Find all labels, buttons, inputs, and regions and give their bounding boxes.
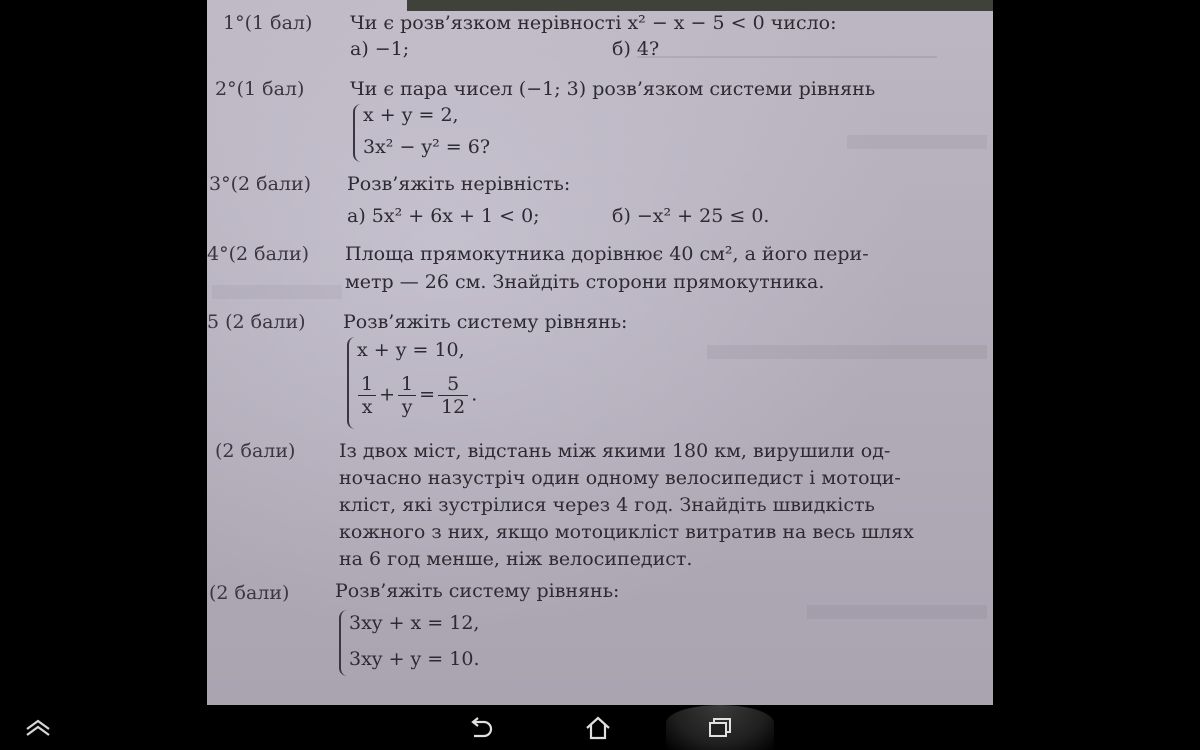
option-a: а) −1; <box>350 38 410 60</box>
task-text: Розв’яжіть систему рівнянь: <box>335 580 620 602</box>
equation-system <box>353 102 553 164</box>
equation-system <box>347 335 567 431</box>
brace <box>339 610 348 676</box>
equation: 3xy + y = 10. <box>349 648 480 670</box>
option-b: б) −x² + 25 ≤ 0. <box>612 205 770 227</box>
equation: x + y = 2, <box>363 104 459 126</box>
equation-system <box>339 608 559 678</box>
back-icon[interactable] <box>460 705 500 750</box>
page-top-edge <box>407 0 993 11</box>
equation: 3xy + x = 12, <box>349 612 480 634</box>
task-label: 5 (2 бали) <box>207 311 306 333</box>
task-label: 2°(1 бал) <box>215 78 305 100</box>
fraction: $\frac{1}{y}$ <box>398 373 416 418</box>
task-text: ночасно назустріч один одному велосипедист і мотоци- <box>339 467 901 489</box>
recent-apps-icon[interactable] <box>700 705 740 750</box>
task-text: Розв’яжіть нерівність: <box>347 173 571 195</box>
fraction: $\frac{1}{x}$ <box>358 373 376 418</box>
option-a: а) 5x² + 6x + 1 < 0; <box>347 205 540 227</box>
task-text: Розв’яжіть систему рівнянь: <box>343 311 628 333</box>
option-b: б) 4? <box>612 38 660 60</box>
task-label: 3°(2 бали) <box>209 173 312 195</box>
task-text: Чи є розв’язком нерівності x² − x − 5 < 0 число: <box>350 12 837 34</box>
task-label: 4°(2 бали) <box>207 243 310 265</box>
task-text: кліст, які зустрілися через 4 год. Знайдіть швидкість <box>339 494 875 516</box>
task-label: (2 бали) <box>209 582 290 604</box>
collapse-icon[interactable] <box>18 705 58 750</box>
fraction: $\frac{5}{12}$ <box>438 373 468 418</box>
photo-textbook-page <box>207 0 993 705</box>
task-label: 1°(1 бал) <box>223 12 313 34</box>
home-icon[interactable] <box>578 705 618 750</box>
equation: x + y = 10, <box>357 339 465 361</box>
equation: 3x² − y² = 6? <box>363 136 491 158</box>
task-text: кожного з них, якщо мотоцикліст витратив на весь шлях <box>339 521 914 543</box>
task-label: (2 бали) <box>215 440 296 462</box>
task-text: метр — 26 см. Знайдіть сторони прямокутника. <box>345 271 825 293</box>
brace <box>353 104 362 162</box>
task-text: Із двох міст, відстань між якими 180 км, вирушили од- <box>339 440 891 462</box>
task-text: Чи є пара чисел (−1; 3) розв’язком системи рівнянь <box>350 78 876 100</box>
task-text: Площа прямокутника дорівнює 40 см², а його пери- <box>345 243 869 265</box>
task-text: на 6 год менше, ніж велосипедист. <box>339 548 693 570</box>
fraction-equation: $\frac{1}{x}$ + $\frac{1}{y}$ = $\frac{5}{12}$ . <box>355 373 477 418</box>
